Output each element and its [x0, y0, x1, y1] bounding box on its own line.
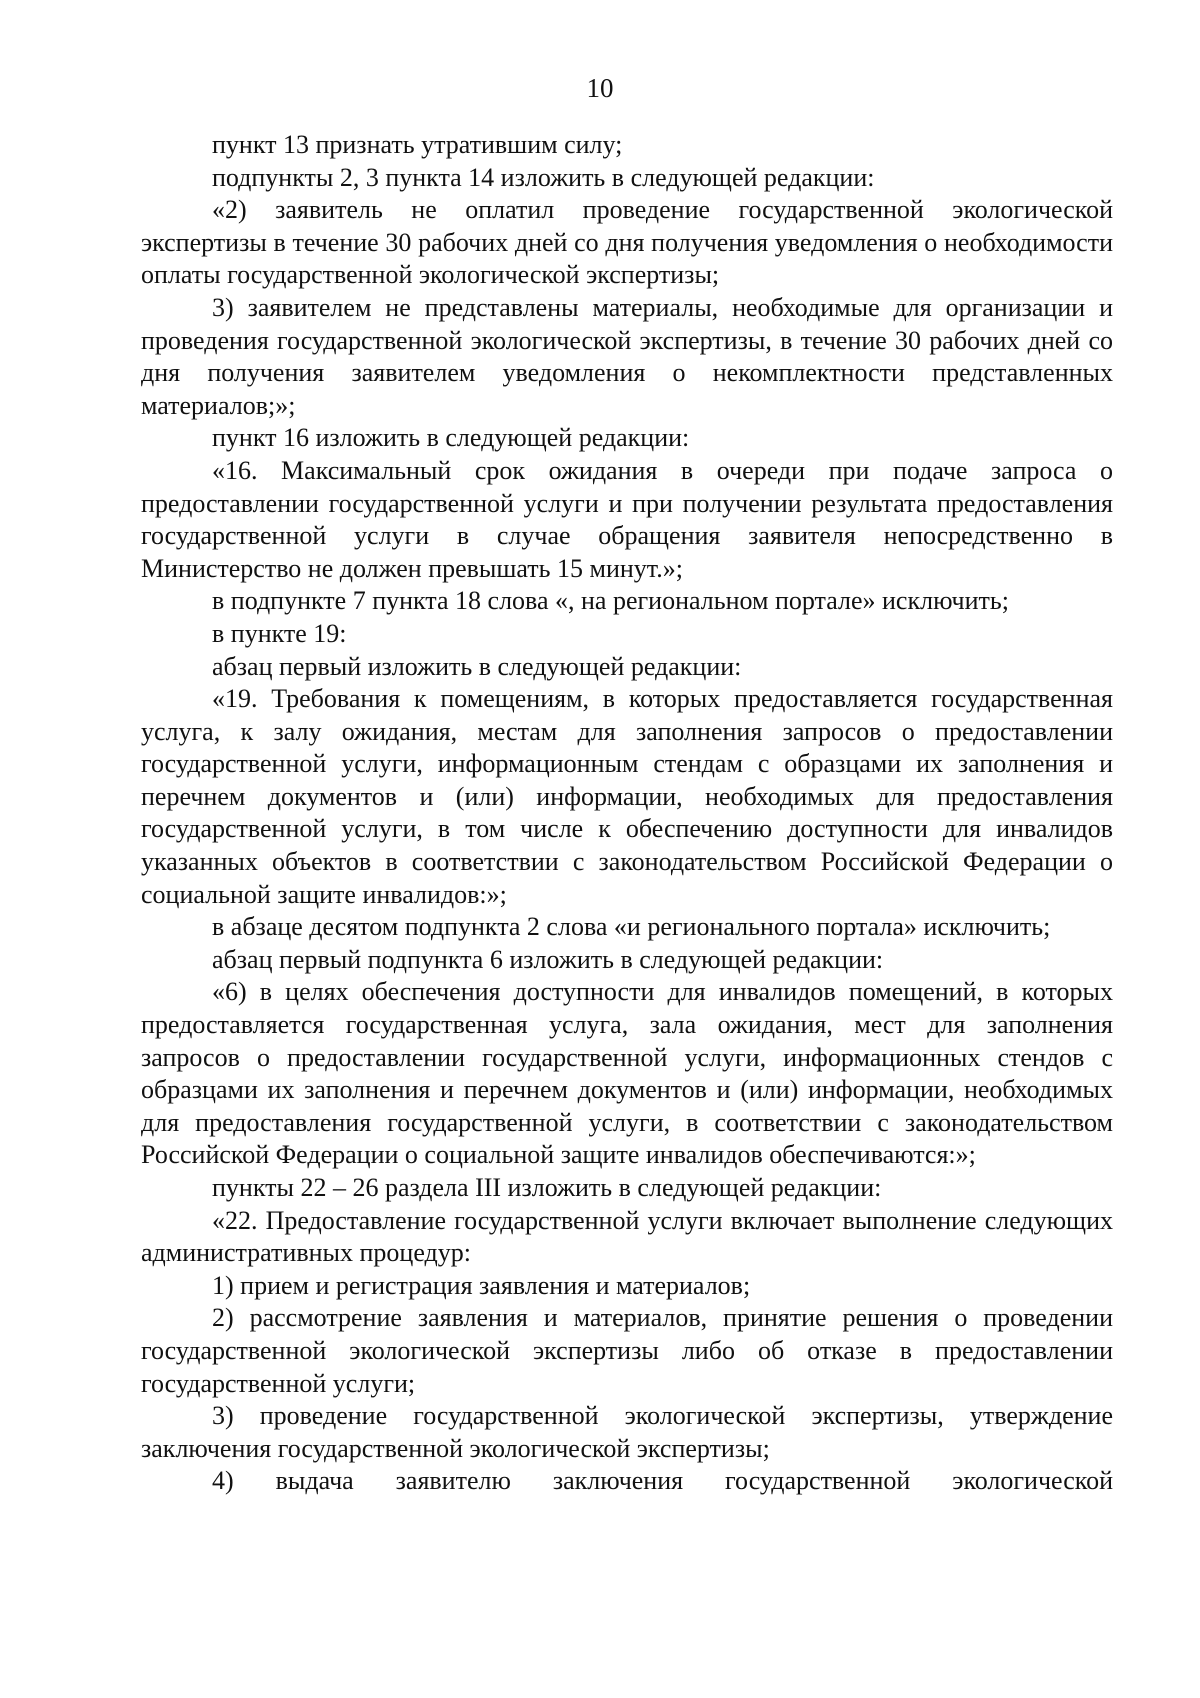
paragraph-17: 2) рассмотрение заявления и материалов, принятие решения о проведении государственной экологической экспертизы либо об отказе в предоставлении государственной услуги; [141, 1303, 1113, 1398]
paragraph-8: в пункте 19: [212, 618, 347, 648]
paragraph-3: «2) заявитель не оплатил проведение государственной экологической экспертизы в течение 30 рабочих дней со дня получения уведомления о необходимости оплаты государственной экологической экспертизы; [141, 195, 1113, 290]
paragraph-18: 3) проведение государственной экологической экспертизы, утверждение заключения государственной экологической экспертизы; [141, 1401, 1113, 1463]
paragraph-7: в подпункте 7 пункта 18 слова «, на региональном портале» исключить; [212, 586, 1009, 616]
page-number: 10 [586, 73, 614, 103]
paragraph-1: пункт 13 признать утратившим силу; [212, 130, 623, 159]
document-body [141, 129, 1113, 1498]
paragraph-10: «19. Требования к помещениям, в которых предоставляется государственная услуга, к залу ожидания, местам для заполнения запросов о предоставлении государственной услуги, информационным стендам с образцами их заполнения и перечнем документов и (или) информации, необходимых для предоставления государственной услуги, в том числе к обеспечению доступности для инвалидов указанных объектов в соответствии с законодательством Российской Федерации о социальной защите инвалидов:»; [141, 684, 1113, 909]
paragraph-14: пункты 22 – 26 раздела III изложить в следующей редакции: [212, 1173, 882, 1202]
paragraph-4: 3) заявителем не представлены материалы, необходимые для организации и проведения государственной экологической экспертизы, в течение 30 рабочих дней со дня получения заявителем уведомления о некомплектности представленных материалов;»; [141, 292, 1113, 420]
paragraph-6: «16. Максимальный срок ожидания в очереди при подаче запроса о предоставлении государственной услуги и при получении результата предоставления государственной услуги в случае обращения заявителя непосредственно в Министерство не должен превышать 15 минут.»; [141, 455, 1113, 583]
paragraph-19: 4) выдача заявителю заключения государственной экологической [212, 1466, 1113, 1496]
paragraph-15: «22. Предоставление государственной услуги включает выполнение следующих административных процедур: [141, 1205, 1113, 1268]
paragraph-12: абзац первый подпункта 6 изложить в следующей редакции: [212, 944, 884, 974]
paragraph-16: 1) прием и регистрация заявления и материалов; [212, 1270, 751, 1300]
paragraph-13: «6) в целях обеспечения доступности для инвалидов помещений, в которых предоставляется государственная услуга, зала ожидания, мест для заполнения запросов о предоставлении государственной услуги, информационных стендов с образцами их заполнения и перечнем документов и (или) информации, необходимых для предоставления государственной услуги, в соответствии с законодательством Российской Федерации о социальной защите инвалидов обеспечиваются:»; [141, 977, 1113, 1170]
paragraph-5: пункт 16 изложить в следующей редакции: [212, 423, 690, 453]
paragraph-11: в абзаце десятом подпункта 2 слова «и регионального портала» исключить; [212, 912, 1051, 942]
paragraph-9: абзац первый изложить в следующей редакции: [212, 651, 742, 681]
paragraph-2: подпункты 2, 3 пункта 14 изложить в следующей редакции: [212, 162, 875, 192]
